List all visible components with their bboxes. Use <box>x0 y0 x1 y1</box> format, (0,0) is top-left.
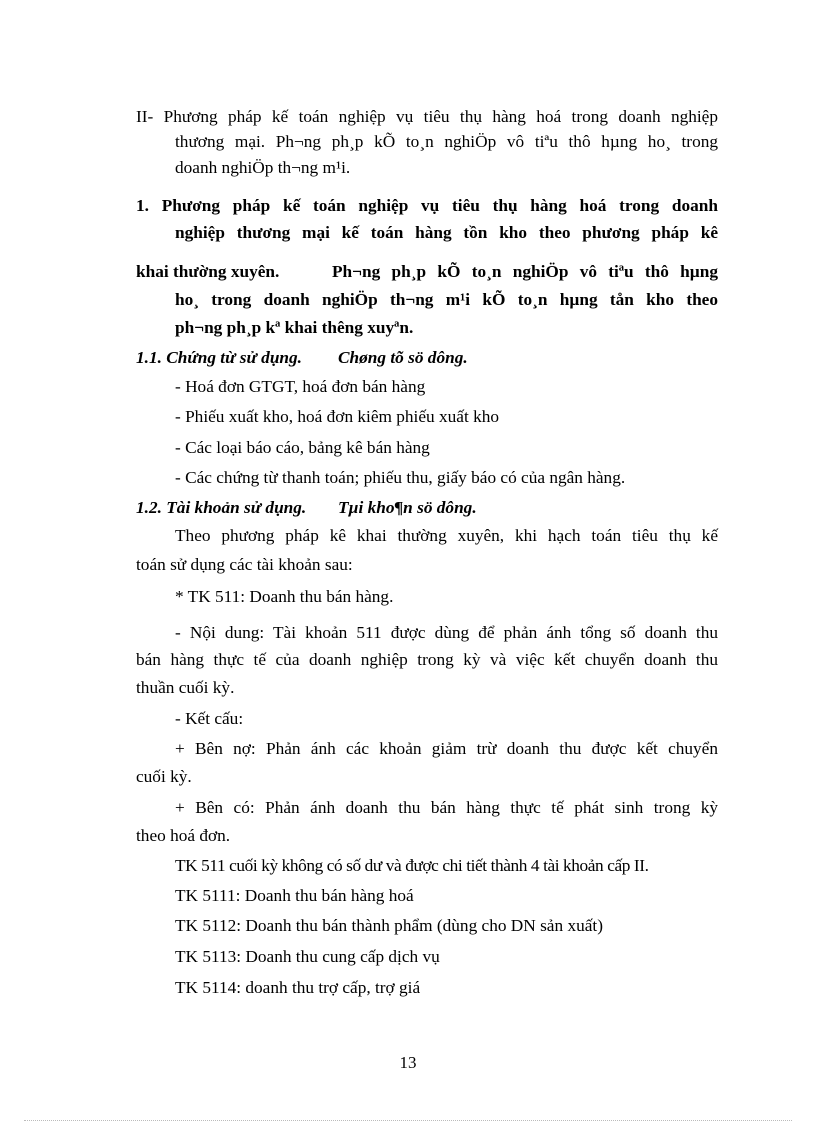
heading-1-line-5: ph¬ng ph¸p kª khai thêng xuyªn. <box>175 318 414 337</box>
heading-ii-line-2: thương mại. Ph¬ng ph¸p kÕ to¸n nghiÖp vô tiªu thô hµng ho¸ trong <box>175 132 718 151</box>
list-item: - Các loại báo cáo, bảng kê bán hàng <box>175 438 430 457</box>
paragraph-line: + Bên có: Phản ánh doanh thu bán hàng thực tế phát sinh trong kỳ <box>175 798 718 817</box>
section-1-2-title: 1.2. Tài khoản sử dụng. <box>136 498 307 517</box>
list-item: - Các chứng từ thanh toán; phiếu thu, giấy báo có của ngân hàng. <box>175 468 626 487</box>
paragraph-line: toán sử dụng các tài khoản sau: <box>136 555 353 574</box>
heading-ii-line-1: II- Phương pháp kế toán nghiệp vụ tiêu thụ hàng hoá trong doanh nghiệp <box>136 107 718 126</box>
paragraph-line: TK 511 cuối kỳ không có số dư và được chi tiết thành 4 tài khoản cấp II. <box>175 856 649 875</box>
section-1-1-title-alt: Chøng tõ sö dông. <box>338 348 468 367</box>
page-number: 13 <box>399 1053 417 1072</box>
paragraph-line: + Bên nợ: Phản ánh các khoản giảm trừ doanh thu được kết chuyển <box>175 739 718 758</box>
section-1-2-title-alt: Tµi kho¶n sö dông. <box>338 498 477 517</box>
heading-1-line-1: 1. Phương pháp kế toán nghiệp vụ tiêu thụ hàng hoá trong doanh <box>136 196 718 215</box>
paragraph-line: - Nội dung: Tài khoản 511 được dùng để phản ánh tổng số doanh thu <box>175 623 718 642</box>
account-item: TK 5114: doanh thu trợ cấp, trợ giá <box>175 978 421 997</box>
heading-ii-line-3: doanh nghiÖp th¬ng m¹i. <box>175 158 351 177</box>
paragraph-line: theo hoá đơn. <box>136 826 231 845</box>
paragraph-line: Theo phương pháp kê khai thường xuyên, khi hạch toán tiêu thụ kế <box>175 526 718 545</box>
account-item: TK 5112: Doanh thu bán thành phẩm (dùng cho DN sản xuất) <box>175 916 603 935</box>
list-item: - Hoá đơn GTGT, hoá đơn bán hàng <box>175 377 426 396</box>
heading-1-line-4: ho¸ trong doanh nghiÖp th¬ng m¹i kÕ to¸n hµng tån kho theo <box>175 290 718 309</box>
page-bottom-divider <box>24 1120 792 1121</box>
account-tk511: * TK 511: Doanh thu bán hàng. <box>175 587 394 606</box>
heading-1-line-2: nghiệp thương mại kế toán hàng tồn kho theo phương pháp kê <box>175 223 718 242</box>
paragraph-line: thuần cuối kỳ. <box>136 678 235 697</box>
paragraph-line: cuối kỳ. <box>136 767 192 786</box>
paragraph-line: bán hàng thực tế của doanh nghiệp trong kỳ và việc kết chuyển doanh thu <box>136 650 718 669</box>
account-item: TK 5113: Doanh thu cung cấp dịch vụ <box>175 947 440 966</box>
heading-1-line-3b: Ph¬ng ph¸p kÕ to¸n nghiÖp vô tiªu thô hµng <box>332 262 718 281</box>
section-1-1-title: 1.1. Chứng từ sử dụng. <box>136 348 303 367</box>
structure-label: - Kết cấu: <box>175 709 244 728</box>
heading-1-line-3a: khai thường xuyên. <box>136 262 280 281</box>
account-item: TK 5111: Doanh thu bán hàng hoá <box>175 886 414 905</box>
list-item: - Phiếu xuất kho, hoá đơn kiêm phiếu xuất kho <box>175 407 499 426</box>
